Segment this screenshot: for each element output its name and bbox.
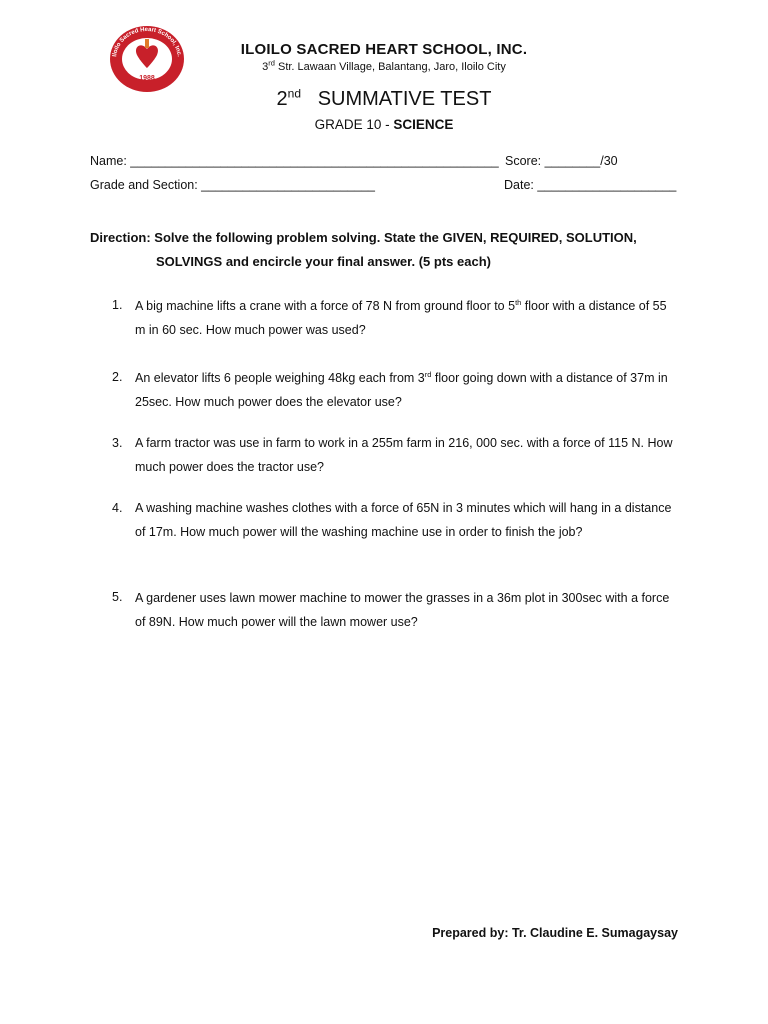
- prepared-by: Prepared by: Tr. Claudine E. Sumagaysay: [432, 926, 678, 940]
- grade-subject: GRADE 10 - SCIENCE: [314, 117, 454, 132]
- question-5: A gardener uses lawn mower machine to mower the grasses in a 36m plot in 300sec with a force of 89N. How much power will the lawn mower use?: [135, 591, 670, 629]
- test-title: 2nd SUMMATIVE TEST: [276, 86, 492, 110]
- question-number: 4.: [112, 501, 123, 515]
- svg-text:Iloilo Sacred Heart School, In: Iloilo Sacred Heart School, Inc.: [112, 26, 182, 58]
- school-name: ILOILO SACRED HEART SCHOOL, INC.: [240, 41, 528, 58]
- grade-section-field: Grade and Section: _________________________: [90, 178, 375, 192]
- direction-line-1: Direction: Solve the following problem solving. State the GIVEN, REQUIRED, SOLUTION,: [90, 230, 637, 245]
- question-1: A big machine lifts a crane with a force of 78 N from ground floor to 5th floor with a distance of 55 m in 60 sec. How much power was used?: [135, 297, 667, 337]
- school-seal-icon: [108, 24, 186, 94]
- question-4: A washing machine washes clothes with a force of 65N in 3 minutes which will hang in a distance of 17m. How much power will the washing machine use in order to finish the job?: [135, 501, 672, 539]
- question-number: 2.: [112, 370, 123, 384]
- school-address: 3rd Str. Lawaan Village, Balantang, Jaro, Iloilo City: [262, 58, 506, 73]
- direction-line-2: SOLVINGS and encircle your final answer. (5 pts each): [156, 254, 491, 269]
- directions: [90, 226, 690, 274]
- school-logo: [108, 24, 186, 94]
- question-3: A farm tractor was use in farm to work in a 255m farm in 216, 000 sec. with a force of 115 N. How much power does the tractor use?: [135, 436, 673, 474]
- date-field: Date: ____________________: [504, 178, 677, 192]
- question-number: 5.: [112, 590, 123, 604]
- question-number: 1.: [112, 298, 123, 312]
- score-field: Score: ________/30: [505, 154, 618, 168]
- name-field: Name: _____________________________________________________: [90, 154, 499, 168]
- question-number: 3.: [112, 436, 123, 450]
- svg-text:1988: 1988: [139, 75, 155, 82]
- question-2: An elevator lifts 6 people weighing 48kg each from 3rd floor going down with a distance of 37m in 25sec. How much power does the elevator use?: [135, 369, 668, 409]
